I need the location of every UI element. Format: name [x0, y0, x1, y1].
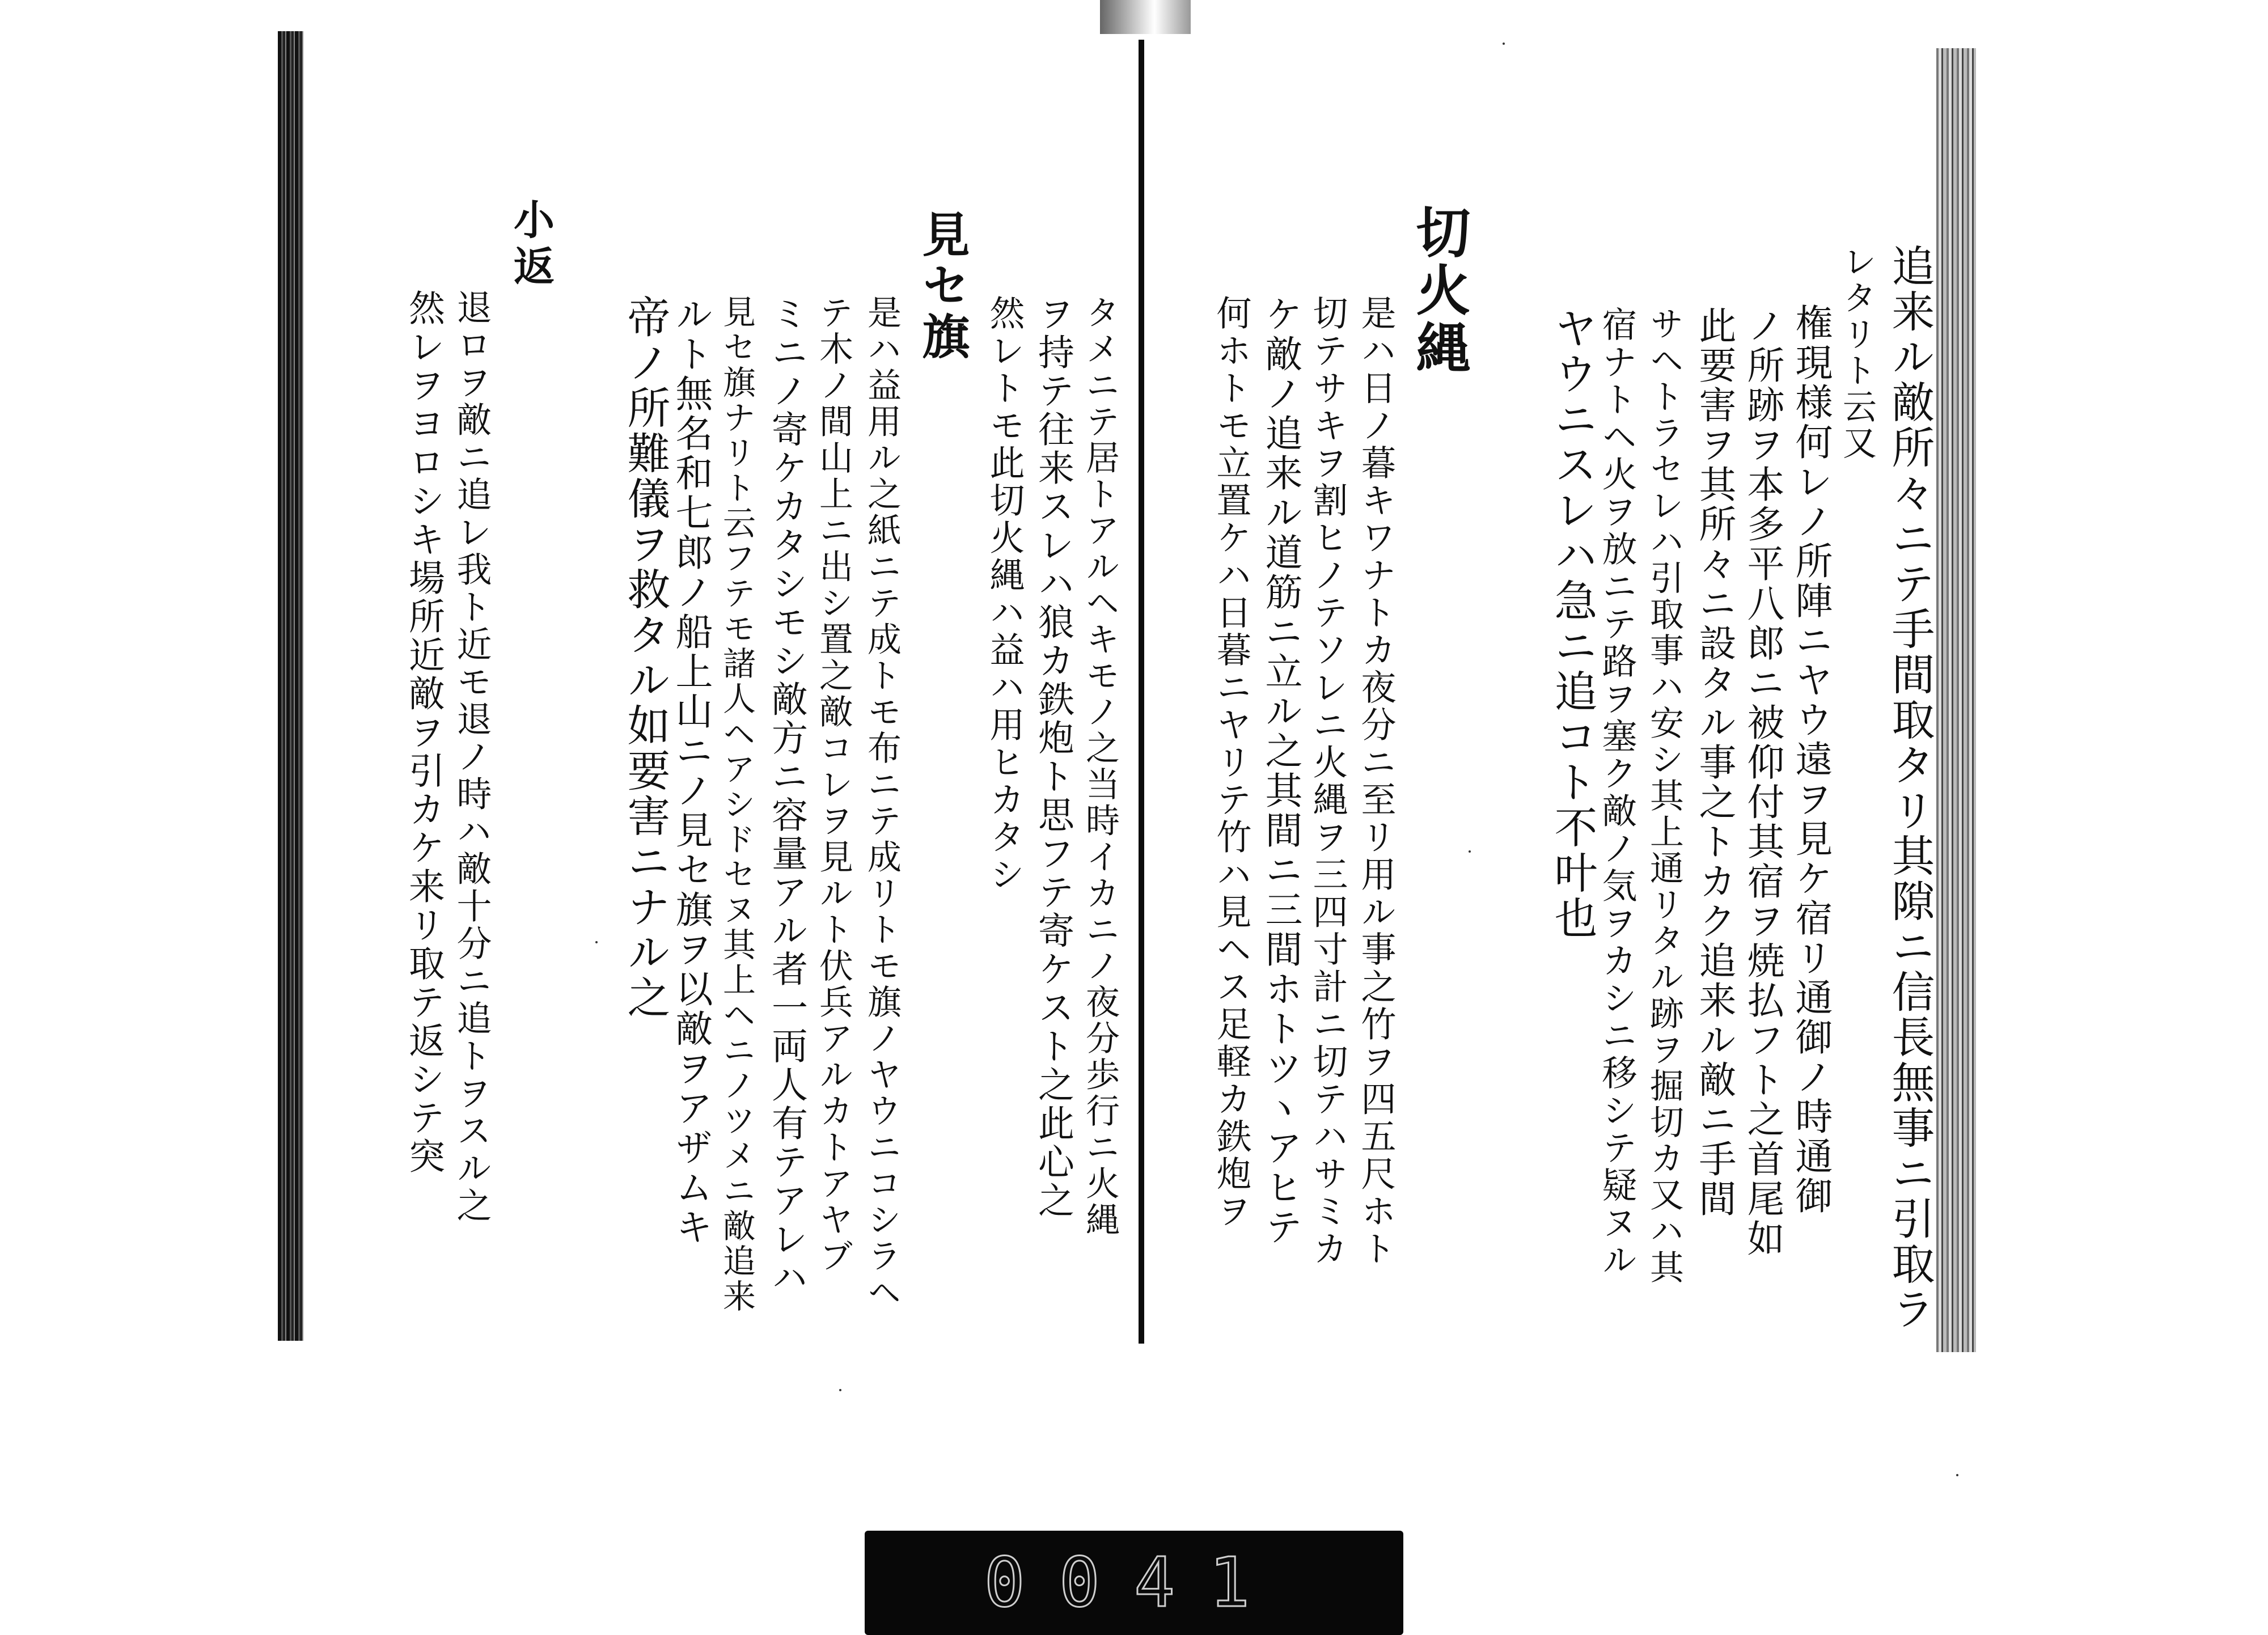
scan-speck — [595, 941, 598, 943]
text-column: 何ホトモ立置ケハ日暮ニヤリテ竹ハ見ヘス足軽カ鉄炮ヲ — [1211, 295, 1252, 1230]
text-column: ミニノ寄ケカタシモシ敵方ニ容量アル者一両人有テアレハ — [765, 295, 807, 1297]
text-column: 退ロヲ敵ニ追レ我ト近モ退ノ時ハ敵十分ニ追トヲスル之 — [451, 289, 492, 1225]
text-column: 然レトモ此切火縄ハ益ハ用ヒカタシ — [984, 295, 1025, 893]
frame-number-text: 0041 — [984, 1543, 1284, 1623]
scan-speck — [1956, 1474, 1958, 1476]
text-column: レタリト云又 — [1837, 244, 1877, 461]
section-heading: 小返 — [507, 198, 555, 291]
text-column: 帝ノ所難儀ヲ救タル如要害ニナル之 — [620, 295, 671, 1020]
text-column: 宿ナトヘ火ヲ放ニテ路ヲ塞ク敵ノ気ヲカシニ移シテ疑ヌル — [1596, 306, 1637, 1279]
text-column: 権現様何レノ所陣ニヤウ遠ヲ見ケ宿リ通御ノ時通御 — [1789, 303, 1833, 1216]
microfilm-frame-number — [865, 1531, 1403, 1635]
section-heading: 切火縄 — [1407, 204, 1471, 378]
left-page-edge — [278, 31, 303, 1341]
text-column: ヲ持テ往来スレハ狼カ鉄炮ト思フテ寄ケスト之此心之 — [1032, 295, 1074, 1220]
book-gutter — [1139, 40, 1144, 1344]
right-page-edge — [1936, 48, 1976, 1352]
text-column: ケ敵ノ追来ル道筋ニ立ル之其間ニ三間ホトツヽアヒテ — [1259, 295, 1302, 1247]
text-column: タメニテ居トアルヘキモノ之当時イカニノ夜分歩行ニ火縄 — [1080, 295, 1120, 1238]
text-column: 切テサキヲ割ヒノテソレニ火縄ヲ三四寸計ニ切テハサミカ — [1307, 295, 1348, 1268]
binding-tab — [1100, 0, 1191, 34]
text-column: 是ハ益用ル之紙ニテ成トモ布ニテ成リトモ旗ノヤウニコシラヘ — [862, 295, 902, 1311]
text-column: サヘトラセレハ引取事ハ安シ其上通リタル跡ヲ掘切カ又ハ其 — [1644, 306, 1684, 1286]
text-column: 見セ旗ナリト云フテモ諸人ヘアシドセヌ其上ヘニノツメニ敵追来 — [717, 295, 756, 1314]
scan-speck — [1503, 43, 1505, 45]
text-column: 此要害ヲ其所々ニ設タル事之トカク追来ル敵ニ手間 — [1692, 306, 1736, 1219]
section-heading: 見セ旗 — [915, 210, 971, 363]
scan-speck — [1469, 850, 1471, 853]
text-column: テ木ノ間山上ニ出シ置之敵コレヲ見ルト伏兵アルカトアヤブ — [814, 295, 853, 1274]
text-column: 是ハ日ノ暮キワナトカ夜分ニ至リ用ル事之竹ヲ四五尺ホト — [1355, 295, 1397, 1268]
scan-speck — [839, 1389, 841, 1391]
text-column: 然レヲヨロシキ場所近敵ヲ引カケ来リ取テ返シテ突 — [403, 289, 445, 1176]
text-column: ヤウニスレハ急ニ追コト不叶也 — [1547, 306, 1598, 941]
text-column: ノ所跡ヲ本多平八郎ニ被仰付其宿ヲ焼払フト之首尾如 — [1741, 306, 1784, 1259]
text-column: ルト無名和七郎ノ船上山ニノ見セ旗ヲ以敵ヲアザムキ — [669, 295, 713, 1247]
text-column: 追来ル敵所々ニテ手間取タリ其隙ニ信長無事ニ引取ラ — [1885, 244, 1935, 1332]
